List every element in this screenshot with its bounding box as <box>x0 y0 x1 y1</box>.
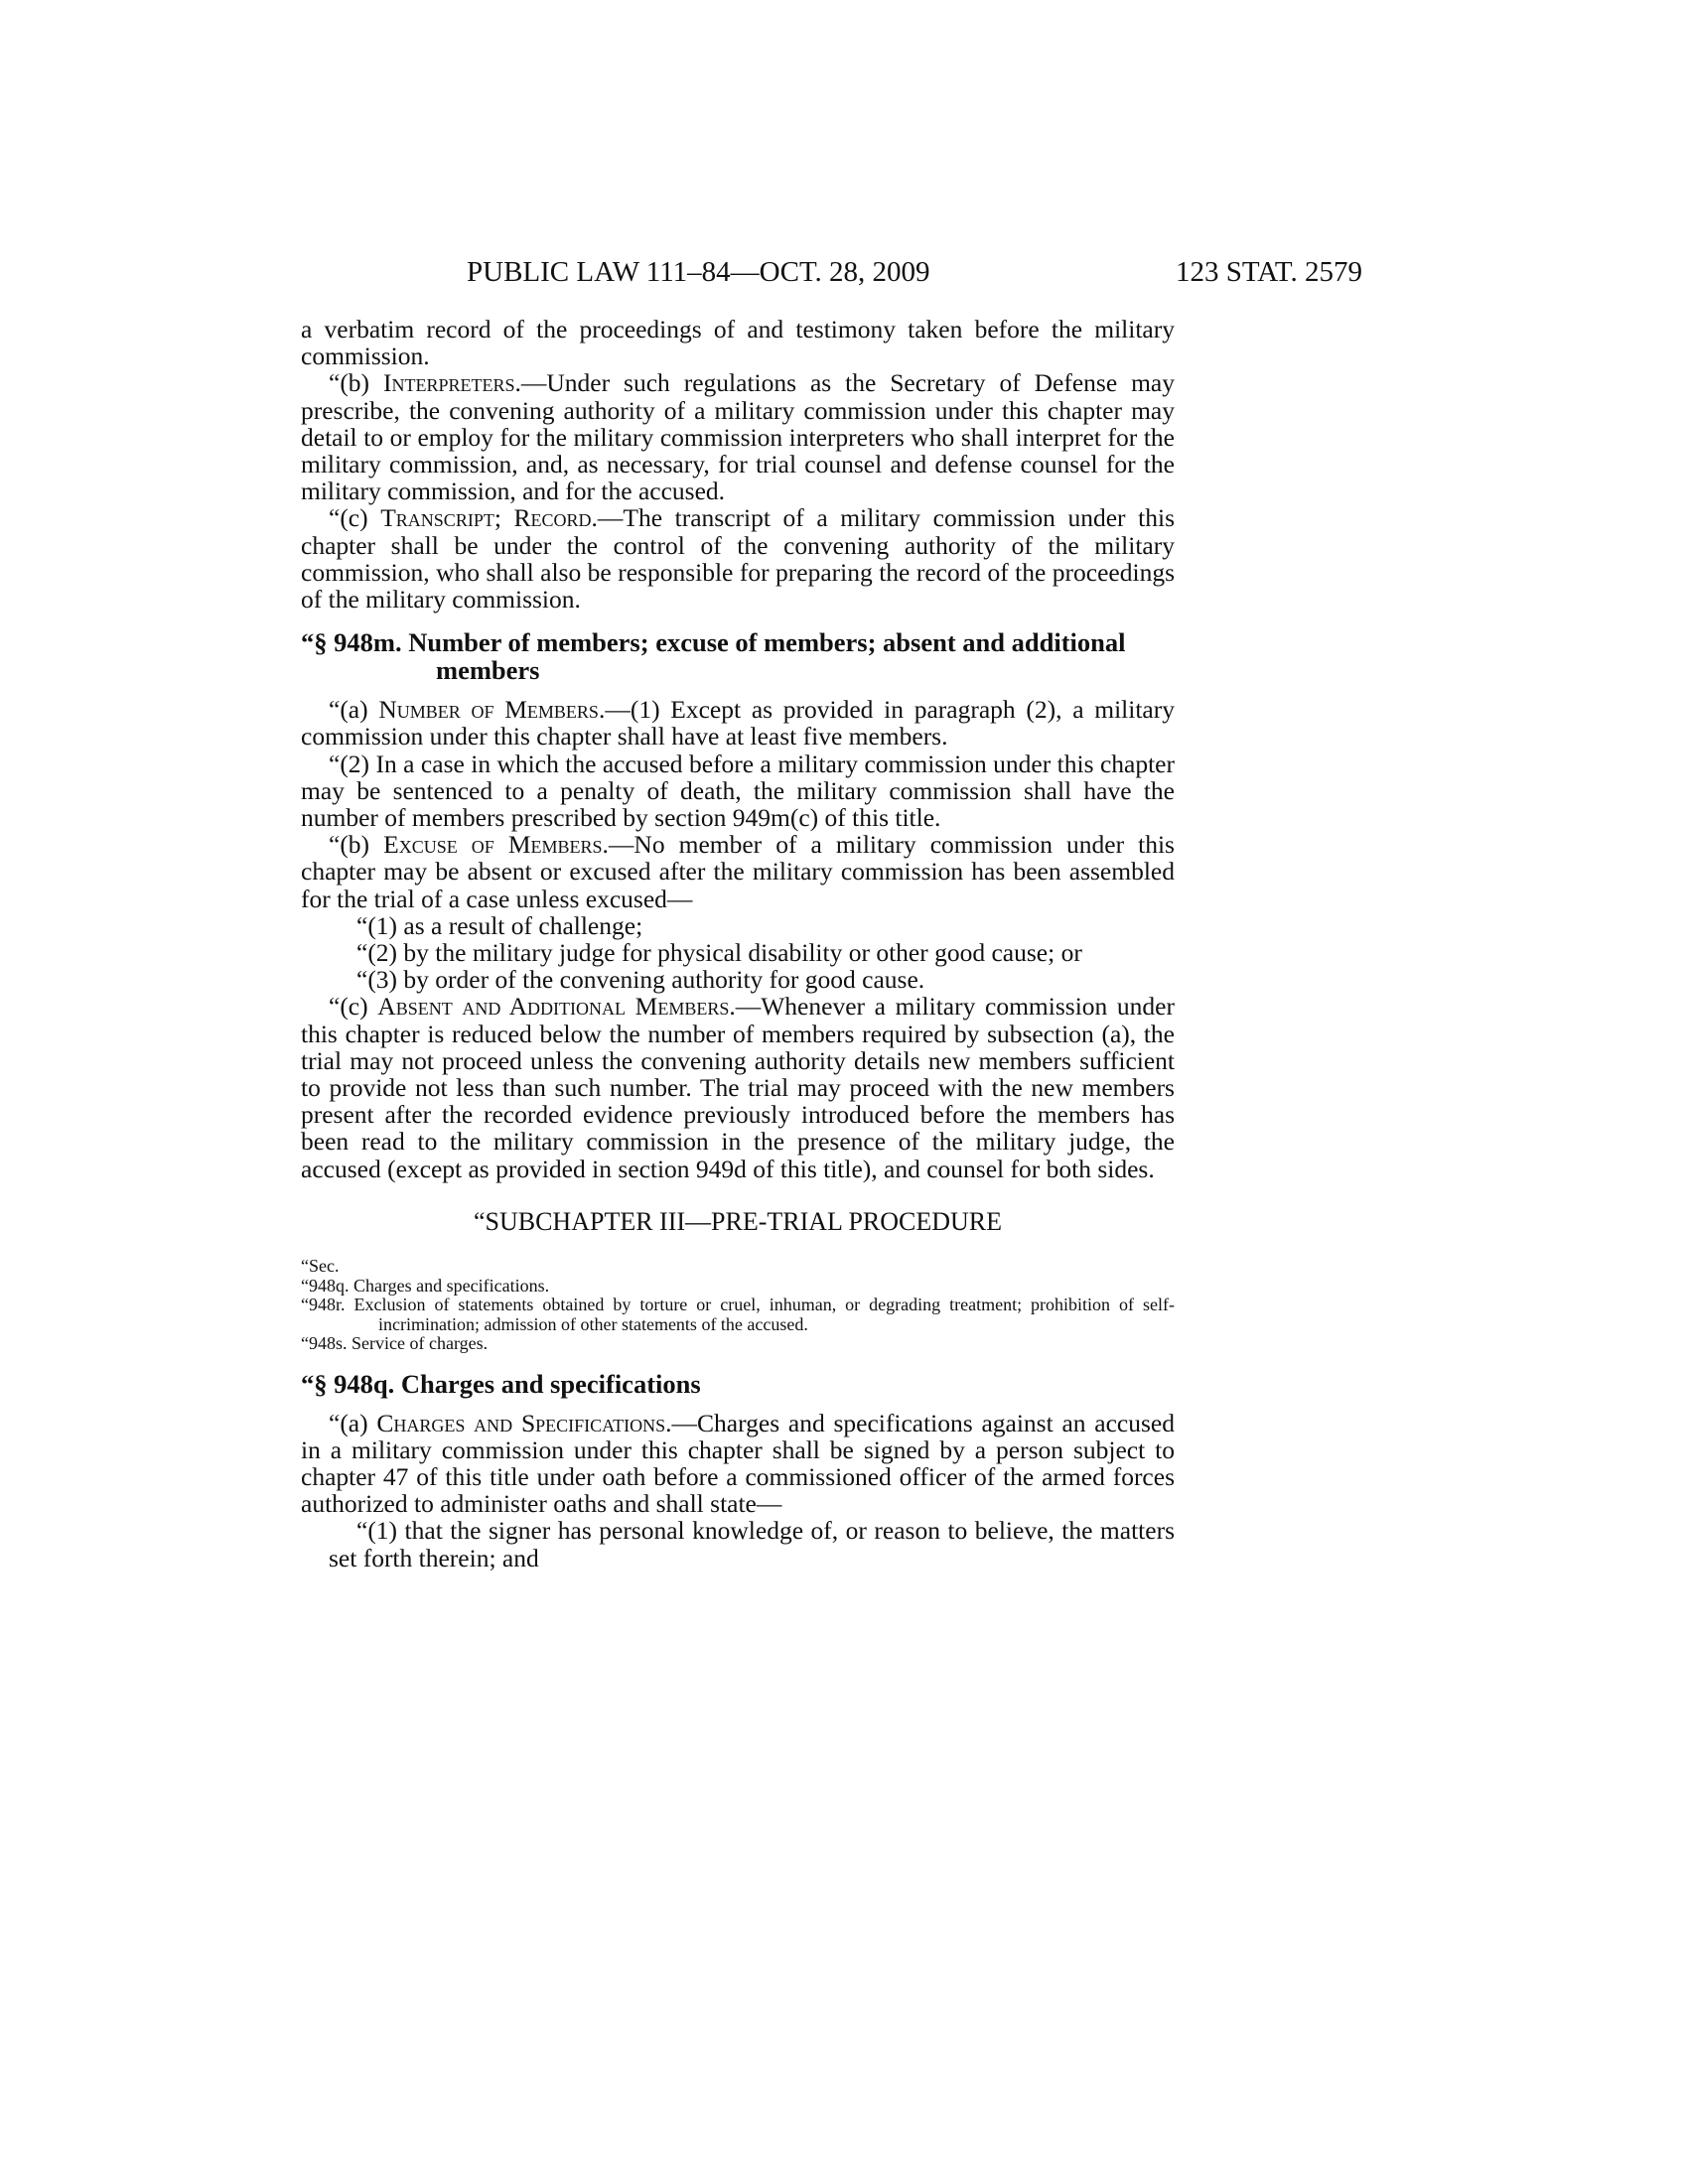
subsection-b-excuse-of-members: “(b) Excuse of Members.—No member of a military commission under this chapter may be absent or excused after the military commission has been assembled for the trial of a case unless excused— <box>301 830 1175 913</box>
paragraph-b2: “(2) by the military judge for physical disability or other good cause; or <box>356 938 1082 968</box>
statute-body <box>301 316 1175 1571</box>
table-of-sections <box>301 1257 1175 1354</box>
subsection-caption: Excuse of Members <box>383 830 603 860</box>
paragraph-q-a1: “(1) that the signer has personal knowledge of, or reason to believe, the matters set forth therein; and <box>329 1516 1175 1572</box>
toc-item: “948q. Charges and specifications. <box>301 1275 550 1296</box>
subsection-b-interpreters: “(b) Interpreters.—Under such regulations as the Secretary of Defense may prescribe, the convening authority of a military commission under this chapter may detail to or employ for the military commission interpreters who shall interpret for the military commission, and, as necessary, for trial counsel and defense counsel for the military commission, and for the accused. <box>301 368 1175 506</box>
section-heading-948q: “§ 948q. Charges and specifications <box>301 1368 701 1399</box>
paragraph-continuation: a verbatim record of the proceedings of and testimony taken before the military commission. <box>301 315 1175 371</box>
toc-item: “948s. Service of charges. <box>301 1333 489 1354</box>
paragraph-b3: “(3) by order of the convening authority for good cause. <box>356 965 925 995</box>
subsection-caption: Charges and Specifications <box>376 1408 666 1437</box>
subsection-caption: Interpreters <box>383 368 515 398</box>
subsection-a-charges: “(a) Charges and Specifications.—Charges and specifications against an accused in a military commission under this chapter shall be signed by a person subject to chapter 47 of this title under oath before a commissioned officer of the armed forces authorized to administer oaths and shall state— <box>301 1408 1175 1519</box>
toc-item: “948r. Exclusion of statements obtained by torture or cruel, inhuman, or degrading treatment; prohibition of self-incrimination; admission of other statements of the accused. <box>301 1295 1175 1334</box>
paragraph-b1: “(1) as a result of challenge; <box>356 910 643 940</box>
subsection-c-absent-members: “(c) Absent and Additional Members.—Whenever a military commission under this chapter is reduced below the number of members required by subsection (a), the trial may not proceed unless the convening authority details new members sufficient to provide not less than such number. The trial may proceed with the new members present after the recorded evidence previously introduced before the members has been read to the military commission in the presence of the military judge, the accused (except as provided in section 949d of this title), and counsel for both sides. <box>301 992 1175 1183</box>
stat-page-reference: 123 STAT. 2579 <box>1175 256 1362 288</box>
subsection-caption: Number of Members <box>378 695 599 725</box>
running-head: PUBLIC LAW 111–84—OCT. 28, 2009 <box>467 256 930 288</box>
toc-sec-label: “Sec. <box>301 1256 340 1277</box>
paragraph-a2: “(2) In a case in which the accused before a military commission under this chapter may be sentenced to a penalty of death, the military commission shall have the number of members prescribed by section 949m(c) of this title. <box>301 749 1175 833</box>
page-header <box>0 256 1688 296</box>
subsection-caption: Transcript; Record <box>380 503 592 533</box>
section-heading-948m: “§ 948m. Number of members; excuse of members; absent and additional members <box>301 627 1126 686</box>
subsection-c-transcript: “(c) Transcript; Record.—The transcript of a military commission under this chapter shall be under the control of the convening authority of the military commission, who shall also be responsible for preparing the record of the proceedings of the military commission. <box>301 503 1175 614</box>
subsection-a-number-of-members: “(a) Number of Members.—(1) Except as provided in paragraph (2), a military commission under this chapter shall have at least five members. <box>301 695 1175 751</box>
subchapter-heading: “SUBCHAPTER III—PRE-TRIAL PROCEDURE <box>473 1206 1003 1236</box>
subsection-caption: Absent and Additional Members <box>377 992 730 1022</box>
